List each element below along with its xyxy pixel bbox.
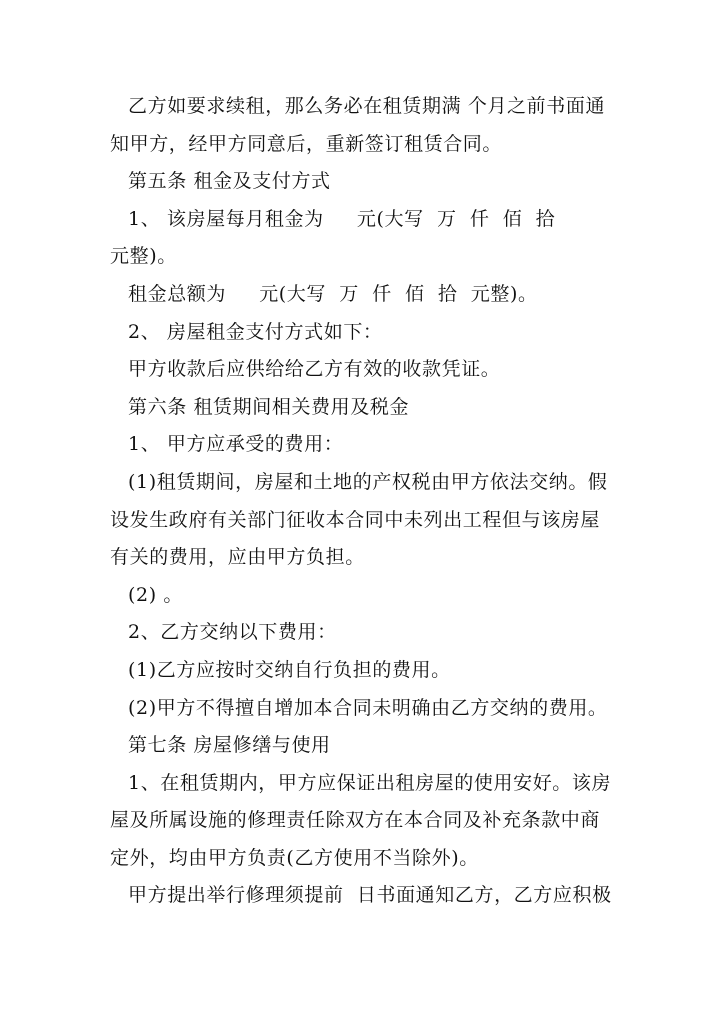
paragraph-line: 2、 房屋租金支付方式如下：	[128, 320, 383, 343]
paragraph-line: 设发生政府有关部门征收本合同中未列出工程但与该房屋	[110, 508, 601, 531]
paragraph-line: 1、在租赁期内，甲方应保证出租房屋的使用安好。该房	[128, 771, 612, 794]
document-page	[110, 88, 620, 915]
paragraph-line: 租金总额为 元(大写 万 仟 佰 拾 元整)。	[128, 282, 538, 305]
paragraph-line: 元整)。	[110, 245, 177, 268]
paragraph-line: 屋及所属设施的修理责任除双方在本合同及补充条款中商	[110, 809, 601, 832]
paragraph-line: 1、 甲方应承受的费用：	[128, 433, 344, 456]
paragraph-line: 定外，均由甲方负责(乙方使用不当除外)。	[110, 846, 479, 869]
paragraph-line: 1、 该房屋每月租金为 元(大写 万 仟 佰 拾	[128, 207, 556, 230]
section-heading: 第七条 房屋修缮与使用	[128, 734, 331, 757]
paragraph-line: 有关的费用，应由甲方负担。	[110, 546, 365, 569]
paragraph-line: (2) 。	[128, 583, 183, 606]
paragraph-line: (1)租赁期间，房屋和土地的产权税由甲方依法交纳。假	[128, 470, 608, 493]
paragraph-line: 2、乙方交纳以下费用：	[128, 621, 337, 644]
paragraph-line: 乙方如要求续租，那么务必在租赁期满 个月之前书面通	[128, 95, 606, 117]
section-heading: 第五条 租金及支付方式	[128, 170, 331, 193]
paragraph-line: 甲方提出举行修理须提前 日书面通知乙方，乙方应积极	[128, 884, 612, 907]
paragraph-line: 甲方收款后应供给给乙方有效的收款凭证。	[128, 358, 501, 381]
section-heading: 第六条 租赁期间相关费用及税金	[128, 395, 410, 418]
paragraph-line: (2)甲方不得擅自增加本合同未明确由乙方交纳的费用。	[128, 696, 608, 719]
paragraph-line: 知甲方，经甲方同意后，重新签订租赁合同。	[110, 132, 503, 155]
paragraph-line: (1)乙方应按时交纳自行负担的费用。	[128, 658, 451, 681]
